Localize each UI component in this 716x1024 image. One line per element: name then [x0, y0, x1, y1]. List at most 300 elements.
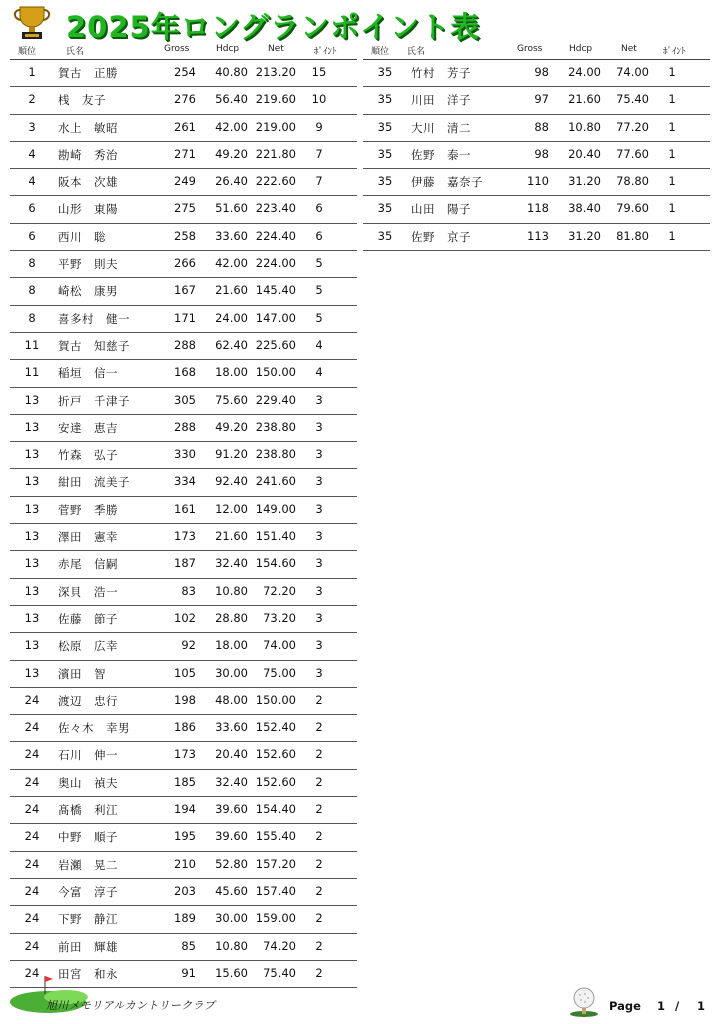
page-label: Page	[609, 999, 641, 1013]
points-cell: 2	[315, 774, 323, 789]
rank-cell: 35	[377, 146, 393, 161]
hdcp-cell: 30.00	[215, 911, 248, 926]
net-cell: 223.40	[255, 201, 296, 216]
name-cell: 佐々木 幸男	[58, 721, 130, 736]
rank-cell: 13	[24, 665, 40, 680]
name-cell: 賀古 正勝	[58, 66, 118, 80]
net-cell: 74.00	[616, 65, 649, 79]
col-hdcp: Hdcp	[216, 44, 240, 54]
net-cell: 75.00	[263, 665, 296, 680]
hdcp-cell: 51.60	[215, 201, 248, 216]
points-cell: 10	[311, 92, 327, 107]
hdcp-cell: 21.60	[568, 92, 601, 107]
hdcp-cell: 10.80	[215, 583, 248, 598]
name-cell: 佐藤 節子	[58, 611, 118, 626]
points-cell: 3	[315, 556, 323, 571]
table-row	[10, 169, 357, 196]
table-row	[363, 115, 710, 142]
points-cell: 6	[315, 228, 323, 243]
table-row	[10, 688, 357, 715]
net-cell: 145.40	[255, 283, 296, 298]
points-cell: 5	[315, 310, 323, 325]
net-cell: 152.60	[255, 774, 296, 789]
hdcp-cell: 20.40	[215, 747, 248, 762]
table-row	[10, 770, 357, 797]
trophy-icon	[10, 4, 54, 40]
name-cell: 松原 広幸	[58, 639, 118, 654]
hdcp-cell: 56.40	[215, 92, 248, 107]
net-cell: 152.60	[255, 747, 296, 762]
table-row	[10, 333, 357, 360]
rank-cell: 35	[377, 201, 393, 216]
rank-cell: 35	[377, 92, 393, 107]
gross-cell: 171	[174, 310, 196, 325]
hdcp-cell: 45.60	[215, 883, 248, 898]
table-row	[10, 278, 357, 305]
name-cell: 喜多村 健一	[58, 311, 130, 326]
gross-cell: 98	[534, 146, 549, 161]
rank-cell: 35	[377, 174, 393, 189]
col-gross: Gross	[164, 44, 190, 54]
table-row	[363, 60, 710, 87]
hdcp-cell: 26.40	[215, 174, 248, 189]
col-name: 氏名	[66, 47, 85, 57]
name-cell: 今富 淳子	[58, 884, 118, 899]
points-cell: 3	[315, 447, 323, 462]
name-cell: 濱田 智	[58, 666, 106, 681]
col-net: Net	[621, 44, 637, 54]
points-cell: 2	[315, 829, 323, 844]
net-cell: 157.40	[255, 883, 296, 898]
table-row	[10, 906, 357, 933]
table-row	[10, 497, 357, 524]
hdcp-cell: 32.40	[215, 556, 248, 571]
name-cell: 中野 順子	[58, 830, 118, 845]
name-cell: 平野 則夫	[58, 257, 118, 272]
gross-cell: 288	[174, 419, 196, 434]
column-header-left	[10, 44, 357, 58]
hdcp-cell: 49.20	[215, 146, 248, 161]
name-cell: 山田 陽子	[411, 202, 471, 217]
table-row	[10, 306, 357, 333]
points-cell: 7	[315, 146, 323, 161]
table-row	[10, 142, 357, 169]
net-cell: 241.60	[255, 474, 296, 489]
hdcp-cell: 33.60	[215, 228, 248, 243]
rank-cell: 6	[28, 228, 36, 243]
gross-cell: 203	[174, 883, 196, 898]
table-row	[10, 579, 357, 606]
name-cell: 西川 聡	[58, 229, 106, 244]
hdcp-cell: 39.60	[215, 829, 248, 844]
gross-cell: 198	[174, 692, 196, 707]
name-cell: 桟 友子	[58, 93, 106, 108]
net-cell: 154.40	[255, 802, 296, 817]
points-cell: 2	[315, 692, 323, 707]
net-cell: 77.20	[616, 119, 649, 134]
rank-cell: 35	[377, 228, 393, 243]
points-cell: 3	[315, 501, 323, 516]
col-hdcp: Hdcp	[569, 44, 593, 54]
net-cell: 238.80	[255, 447, 296, 462]
net-cell: 155.40	[255, 829, 296, 844]
rank-cell: 24	[24, 856, 40, 871]
gross-cell: 305	[174, 392, 196, 407]
net-cell: 213.20	[255, 65, 296, 79]
rank-cell: 24	[24, 938, 40, 953]
rank-cell: 13	[24, 529, 40, 544]
table-row	[10, 742, 357, 769]
gross-cell: 161	[174, 501, 196, 516]
hdcp-cell: 92.40	[215, 474, 248, 489]
gross-cell: 275	[174, 201, 196, 216]
gross-cell: 85	[181, 938, 196, 953]
net-cell: 74.20	[263, 938, 296, 953]
net-cell: 151.40	[255, 529, 296, 544]
gross-cell: 98	[534, 65, 549, 79]
table-row	[363, 224, 710, 251]
hdcp-cell: 30.00	[215, 665, 248, 680]
hdcp-cell: 21.60	[215, 283, 248, 298]
name-cell: 安達 恵吉	[58, 420, 118, 435]
points-cell: 2	[315, 856, 323, 871]
hdcp-cell: 28.80	[215, 610, 248, 625]
rank-cell: 13	[24, 474, 40, 489]
rank-cell: 4	[28, 174, 36, 189]
net-cell: 149.00	[255, 501, 296, 516]
points-cell: 1	[668, 174, 676, 189]
rank-cell: 11	[24, 365, 40, 380]
name-cell: 渡辺 忠行	[58, 693, 118, 708]
hdcp-cell: 40.80	[215, 65, 248, 79]
hdcp-cell: 24.00	[568, 65, 601, 79]
gross-cell: 254	[174, 65, 196, 79]
gross-cell: 167	[174, 283, 196, 298]
rank-cell: 8	[28, 283, 36, 298]
column-header-right	[363, 44, 710, 58]
table-row	[10, 661, 357, 688]
table-row	[10, 224, 357, 251]
name-cell: 澤田 憲幸	[58, 530, 118, 545]
table-row	[10, 852, 357, 879]
gross-cell: 110	[527, 174, 549, 189]
name-cell: 紺田 流美子	[58, 475, 130, 490]
table-row	[10, 797, 357, 824]
hdcp-cell: 75.60	[215, 392, 248, 407]
ranking-table-right	[363, 59, 710, 251]
rank-cell: 24	[24, 829, 40, 844]
points-cell: 3	[315, 665, 323, 680]
table-row	[10, 87, 357, 114]
points-cell: 1	[668, 228, 676, 243]
name-cell: 賀古 知慈子	[58, 338, 130, 353]
points-cell: 5	[315, 283, 323, 298]
rank-cell: 24	[24, 883, 40, 898]
net-cell: 159.00	[255, 911, 296, 926]
rank-cell: 24	[24, 965, 40, 980]
name-cell: 川田 洋子	[411, 93, 471, 108]
rank-cell: 11	[24, 337, 40, 352]
rank-cell: 24	[24, 774, 40, 789]
points-cell: 5	[315, 256, 323, 271]
gross-cell: 334	[174, 474, 196, 489]
rank-cell: 13	[24, 419, 40, 434]
table-row	[10, 524, 357, 551]
hdcp-cell: 48.00	[215, 692, 248, 707]
rank-cell: 24	[24, 692, 40, 707]
rank-cell: 24	[24, 911, 40, 926]
name-cell: 竹森 弘子	[58, 448, 118, 463]
ranking-table-left	[10, 59, 357, 988]
hdcp-cell: 91.20	[215, 447, 248, 462]
rank-cell: 8	[28, 256, 36, 271]
gross-cell: 102	[174, 610, 196, 625]
name-cell: 髙橋 利江	[58, 803, 118, 818]
hdcp-cell: 32.40	[215, 774, 248, 789]
gross-cell: 113	[527, 228, 549, 243]
points-cell: 3	[315, 419, 323, 434]
net-cell: 219.60	[255, 92, 296, 107]
gross-cell: 97	[534, 92, 549, 107]
gross-cell: 173	[174, 529, 196, 544]
name-cell: 稲垣 信一	[58, 366, 118, 381]
net-cell: 224.00	[255, 256, 296, 271]
page-header	[10, 4, 710, 44]
col-rank: 順位	[371, 47, 390, 57]
hdcp-cell: 42.00	[215, 119, 248, 134]
table-row	[10, 824, 357, 851]
points-cell: 6	[315, 201, 323, 216]
net-cell: 157.20	[255, 856, 296, 871]
hdcp-cell: 18.00	[215, 365, 248, 380]
gross-cell: 288	[174, 337, 196, 352]
gross-cell: 168	[174, 365, 196, 380]
rank-cell: 8	[28, 310, 36, 325]
net-cell: 154.60	[255, 556, 296, 571]
table-row	[10, 442, 357, 469]
hdcp-cell: 24.00	[215, 310, 248, 325]
gross-cell: 92	[181, 638, 196, 653]
name-cell: 折戸 千津子	[58, 393, 130, 408]
gross-cell: 194	[174, 802, 196, 817]
gross-cell: 195	[174, 829, 196, 844]
points-cell: 1	[668, 201, 676, 216]
gross-cell: 105	[174, 665, 196, 680]
hdcp-cell: 33.60	[215, 720, 248, 735]
rank-cell: 13	[24, 447, 40, 462]
hdcp-cell: 42.00	[215, 256, 248, 271]
rank-cell: 24	[24, 720, 40, 735]
table-row	[363, 87, 710, 114]
hdcp-cell: 10.80	[215, 938, 248, 953]
points-cell: 3	[315, 610, 323, 625]
hdcp-cell: 62.40	[215, 337, 248, 352]
points-cell: 2	[315, 938, 323, 953]
net-cell: 73.20	[263, 610, 296, 625]
points-cell: 4	[315, 337, 323, 352]
net-cell: 77.60	[616, 146, 649, 161]
gross-cell: 118	[527, 201, 549, 216]
name-cell: 下野 静江	[58, 912, 118, 927]
net-cell: 229.40	[255, 392, 296, 407]
name-cell: 奥山 禎夫	[58, 775, 118, 790]
page-title: 2025年ロングランポイント表	[66, 10, 481, 44]
net-cell: 224.40	[255, 228, 296, 243]
col-points: ﾎﾟｲﾝﾄ	[663, 47, 686, 57]
net-cell: 152.40	[255, 720, 296, 735]
rank-cell: 13	[24, 556, 40, 571]
gross-cell: 189	[174, 911, 196, 926]
table-row	[10, 633, 357, 660]
hdcp-cell: 15.60	[215, 965, 248, 980]
rank-cell: 6	[28, 201, 36, 216]
gross-cell: 91	[181, 965, 196, 980]
name-cell: 佐野 京子	[411, 229, 471, 244]
gross-cell: 261	[174, 119, 196, 134]
hdcp-cell: 21.60	[215, 529, 248, 544]
name-cell: 崎松 康男	[58, 284, 118, 299]
table-row	[10, 115, 357, 142]
points-cell: 2	[315, 747, 323, 762]
points-cell: 9	[315, 119, 323, 134]
rank-cell: 13	[24, 610, 40, 625]
points-cell: 2	[315, 802, 323, 817]
net-cell: 147.00	[255, 310, 296, 325]
hdcp-cell: 31.20	[568, 228, 601, 243]
net-cell: 222.60	[255, 174, 296, 189]
gross-cell: 258	[174, 228, 196, 243]
name-cell: 深貝 浩一	[58, 584, 118, 599]
net-cell: 81.80	[616, 228, 649, 243]
name-cell: 田宮 和永	[58, 966, 118, 981]
points-cell: 3	[315, 638, 323, 653]
table-row	[10, 388, 357, 415]
points-cell: 4	[315, 365, 323, 380]
net-cell: 74.00	[263, 638, 296, 653]
gross-cell: 271	[174, 146, 196, 161]
hdcp-cell: 12.00	[215, 501, 248, 516]
rank-cell: 1	[28, 65, 36, 79]
rank-cell: 4	[28, 146, 36, 161]
points-cell: 1	[668, 146, 676, 161]
net-cell: 238.80	[255, 419, 296, 434]
name-cell: 竹村 芳子	[411, 66, 471, 80]
table-row	[10, 469, 357, 496]
gross-cell: 249	[174, 174, 196, 189]
net-cell: 221.80	[255, 146, 296, 161]
golf-ball-icon	[568, 986, 600, 1018]
col-points: ﾎﾟｲﾝﾄ	[314, 47, 337, 57]
rank-cell: 13	[24, 392, 40, 407]
points-cell: 1	[668, 92, 676, 107]
gross-cell: 83	[181, 583, 196, 598]
name-cell: 阪本 次雄	[58, 175, 118, 190]
table-row	[10, 606, 357, 633]
page-total: 1	[697, 999, 706, 1013]
net-cell: 150.00	[255, 692, 296, 707]
table-row	[10, 196, 357, 223]
net-cell: 79.60	[616, 201, 649, 216]
name-cell: 大川 清二	[411, 120, 471, 135]
net-cell: 72.20	[263, 583, 296, 598]
rank-cell: 13	[24, 583, 40, 598]
table-row	[10, 60, 357, 87]
name-cell: 伊藤 嘉奈子	[411, 175, 483, 190]
col-net: Net	[268, 44, 284, 54]
points-cell: 1	[668, 65, 676, 79]
points-cell: 3	[315, 583, 323, 598]
points-cell: 15	[311, 65, 327, 79]
gross-cell: 186	[174, 720, 196, 735]
net-cell: 75.40	[263, 965, 296, 980]
rank-cell: 24	[24, 747, 40, 762]
table-row	[10, 879, 357, 906]
rank-cell: 3	[28, 119, 36, 134]
net-cell: 150.00	[255, 365, 296, 380]
net-cell: 225.60	[255, 337, 296, 352]
hdcp-cell: 49.20	[215, 419, 248, 434]
gross-cell: 210	[174, 856, 196, 871]
points-cell: 1	[668, 119, 676, 134]
table-row	[10, 715, 357, 742]
name-cell: 菅野 季勝	[58, 502, 118, 517]
rank-cell: 35	[377, 119, 393, 134]
name-cell: 石川 伸一	[58, 748, 118, 763]
rank-cell: 13	[24, 638, 40, 653]
gross-cell: 187	[174, 556, 196, 571]
hdcp-cell: 38.40	[568, 201, 601, 216]
gross-cell: 185	[174, 774, 196, 789]
page-current: 1	[657, 999, 666, 1013]
table-row	[10, 251, 357, 278]
gross-cell: 266	[174, 256, 196, 271]
name-cell: 佐野 泰一	[411, 147, 471, 162]
points-cell: 7	[315, 174, 323, 189]
hdcp-cell: 39.60	[215, 802, 248, 817]
points-cell: 3	[315, 474, 323, 489]
table-row	[10, 551, 357, 578]
table-row	[10, 360, 357, 387]
table-row	[10, 934, 357, 961]
points-cell: 3	[315, 529, 323, 544]
rank-cell: 13	[24, 501, 40, 516]
name-cell: 岩瀬 晃二	[58, 857, 118, 872]
rank-cell: 35	[377, 65, 393, 79]
points-cell: 2	[315, 720, 323, 735]
points-cell: 2	[315, 911, 323, 926]
gross-cell: 276	[174, 92, 196, 107]
table-row	[363, 142, 710, 169]
hdcp-cell: 10.80	[568, 119, 601, 134]
name-cell: 水上 敏昭	[58, 120, 118, 135]
gross-cell: 173	[174, 747, 196, 762]
points-cell: 3	[315, 392, 323, 407]
col-rank: 順位	[18, 47, 37, 57]
hdcp-cell: 20.40	[568, 146, 601, 161]
net-cell: 75.40	[616, 92, 649, 107]
hdcp-cell: 18.00	[215, 638, 248, 653]
name-cell: 山形 東陽	[58, 202, 118, 217]
table-row	[363, 196, 710, 223]
club-logo	[8, 972, 218, 1018]
hdcp-cell: 31.20	[568, 174, 601, 189]
rank-cell: 2	[28, 92, 36, 107]
gross-cell: 330	[174, 447, 196, 462]
col-name: 氏名	[407, 47, 426, 57]
club-name: 旭川メモリアルカントリークラブ	[46, 999, 216, 1012]
col-gross: Gross	[517, 44, 543, 54]
name-cell: 勘崎 秀治	[58, 147, 118, 162]
